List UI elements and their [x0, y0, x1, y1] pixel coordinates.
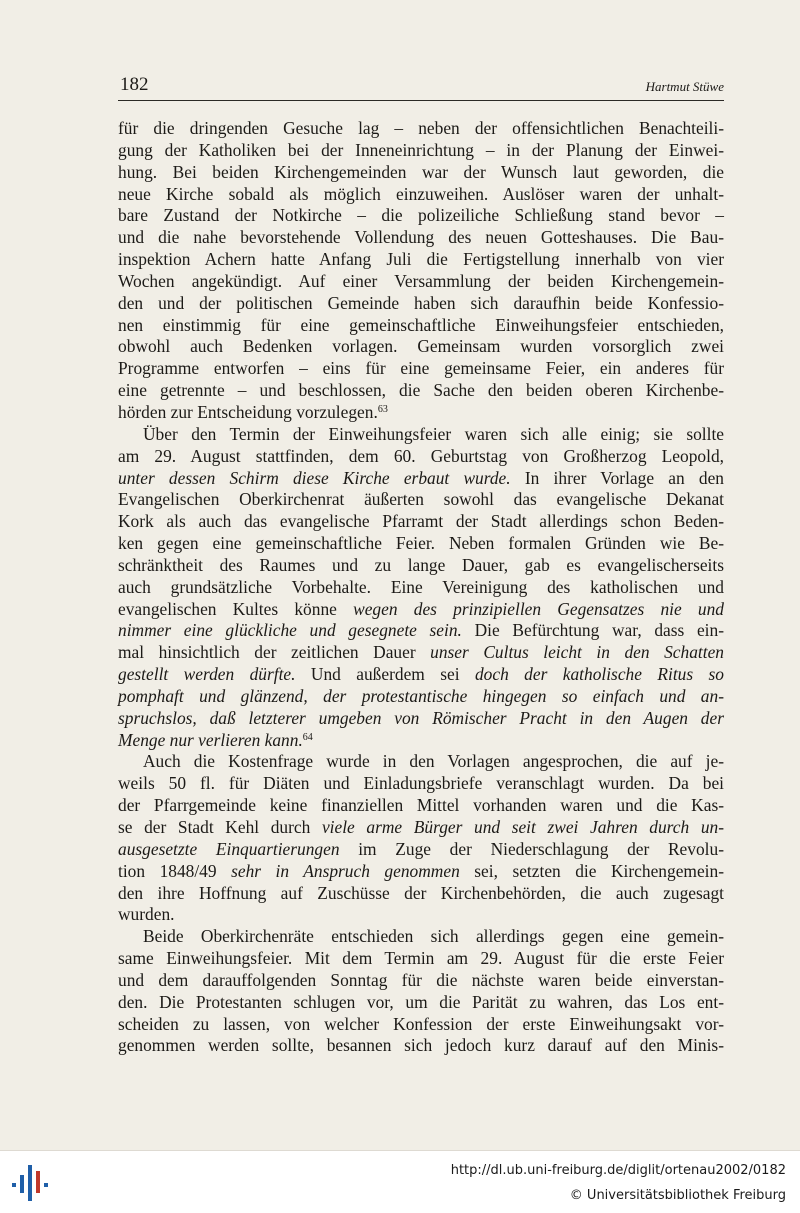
text-line [118, 839, 724, 861]
text-line: der Pfarrgemeinde keine finanziellen Mittel vorhanden waren und die Kas- [118, 795, 724, 816]
page-header [118, 74, 724, 98]
viewer-footer [0, 1150, 800, 1213]
quote-span: unser Cultus leicht in den Schatten [430, 642, 724, 663]
text-span: hörden zur Entscheidung vorzulegen. [118, 401, 378, 422]
text-line: Kork als auch das evangelische Pfarramt der Stadt allerdings schon Beden- [118, 511, 724, 532]
body-text [118, 118, 724, 1057]
text-line: nen einstimmig für eine gemeinschaftliche Einweihungsfeier entschieden, [118, 314, 724, 335]
text-line: gung der Katholiken bei der Inneneinrichtung – in der Planung der Einwei- [118, 139, 724, 160]
text-span: im Zuge der Niederschlagung der Revolu- [339, 838, 724, 859]
copyright-text: © Universitätsbibliothek Freiburg [569, 1188, 786, 1203]
quote-span: viele arme Bürger und seit zwei Jahren durch un- [321, 817, 724, 837]
footnote-ref-63[interactable]: 63 [377, 403, 388, 415]
text-span: se der Stadt Kehl durch [118, 817, 322, 837]
text-line: bare Zustand der Notkirche – die polizeiliche Schließung stand bevor – [118, 205, 724, 226]
text-line [118, 664, 724, 686]
quote-span: sehr in Anspruch genommen [231, 860, 460, 881]
running-head: Hartmut Stüwe [645, 79, 724, 94]
text-line: auch grundsätzliche Vorbehalte. Eine Vereinigung des katholischen und [118, 576, 724, 597]
page-number: 182 [120, 74, 149, 95]
text-line: ken gegen eine gemeinschaftliche Feier. Neben formalen Gründen wie Be- [118, 533, 724, 554]
bleed-through [230, 0, 550, 8]
text-line: für die dringenden Gesuche lag – neben der offensichtlichen Benachteili- [118, 118, 724, 138]
quote-span: ausgesetzte Einquartierungen [118, 838, 340, 859]
text-line: hung. Bei beiden Kirchengemeinden war der Wunsch laut geworden, die [118, 161, 724, 182]
paragraph-2 [118, 424, 724, 752]
quote-span: gestellt werden dürfte. [118, 664, 296, 685]
text-line: den und der politischen Gemeinde haben sich daraufhin beide Konfessio- [118, 292, 724, 313]
library-logo-icon[interactable] [8, 1163, 52, 1203]
text-span: tion 1848/49 [118, 860, 232, 881]
quote-span: doch der katholische Ritus so [474, 664, 724, 685]
text-line: eine getrennte – und beschlossen, die Sache den beiden oberen Kirchenbe- [118, 380, 724, 401]
text-line: same Einweihungsfeier. Mit dem Termin am 29. August für die erste Feier [118, 948, 724, 969]
paragraph-4 [118, 926, 724, 1057]
text-line: neue Kirche sobald als möglich einzuweihen. Auslöser waren der unhalt- [118, 183, 724, 204]
text-line: den ihre Hoffnung auf Zuschüsse der Kirchenbehörden, die auch zugesagt [118, 882, 724, 903]
text-span: Die Befürchtung war, dass ein- [461, 620, 724, 641]
text-line: obwohl auch Bedenken vorlagen. Gemeinsam wurden vorsorglich zwei [118, 336, 724, 357]
paragraph-3 [118, 751, 724, 926]
quote-span: pomphaft und glänzend, der protestantische hingegen so einfach und an- [118, 685, 724, 706]
text-line [118, 642, 724, 664]
footnote-ref-64[interactable]: 64 [302, 731, 313, 743]
text-line: genommen werden sollte, besannen sich jedoch kurz darauf auf den Minis- [118, 1035, 724, 1056]
text-line: Über den Termin der Einweihungsfeier waren sich alle einig; sie sollte [143, 423, 724, 444]
text-line: und die nahe bevorstehende Vollendung des neuen Gotteshauses. Die Bau- [118, 227, 724, 248]
text-line [118, 730, 724, 752]
text-line [118, 402, 724, 424]
text-line: scheiden zu lassen, von welcher Konfession der erste Einweihungsakt vor- [118, 1013, 724, 1034]
quote-span: nimmer eine glückliche und gesegnete sein. [118, 620, 462, 641]
quote-span: wegen des prinzipiellen Gegensatzes nie und [353, 598, 725, 619]
quote-span: Menge nur verlieren kann. [118, 729, 303, 750]
header-rule [118, 100, 724, 101]
text-line: Beide Oberkirchenräte entschieden sich allerdings gegen eine gemein- [143, 926, 724, 947]
quote-span: unter dessen Schirm diese Kirche erbaut wurde. [118, 467, 511, 488]
text-line: den. Die Protestanten schlugen vor, um die Parität zu wahren, das Los ent- [118, 991, 724, 1012]
text-line: Evangelischen Oberkirchenrat äußerten sowohl das evangelische Dekanat [118, 489, 724, 510]
quote-span: spruchslos, daß letzterer umgeben von Römischer Pracht in den Augen der [118, 707, 724, 728]
text-line [118, 599, 724, 621]
text-span: Und außerdem sei [295, 664, 475, 685]
text-span: sei, setzten die Kirchengemein- [459, 860, 724, 881]
text-line: schränktheit des Raumes und zu lange Dauer, gab es evangelischerseits [118, 554, 724, 575]
text-line: Programme entworfen – eins für eine gemeinsame Feier, ein anderes für [118, 358, 724, 379]
text-line [118, 708, 724, 730]
text-line: und dem darauffolgenden Sonntag für die nächste waren beide einverstan- [118, 969, 724, 990]
text-line: inspektion Achern hatte Anfang Juli die Fertigstellung innerhalb von vier [118, 249, 724, 270]
paragraph-1 [118, 118, 724, 424]
text-line [118, 468, 724, 490]
text-line: wurden. [118, 904, 175, 925]
source-url-link[interactable]: http://dl.ub.uni-freiburg.de/diglit/ortenau2002/0182 [450, 1163, 786, 1178]
text-line [118, 620, 724, 642]
text-span: In ihrer Vorlage an den [510, 467, 725, 488]
text-line [118, 817, 724, 839]
text-span: evangelischen Kultes könne [118, 598, 354, 619]
text-span: mal hinsichtlich der zeitlichen Dauer [118, 642, 431, 663]
text-line: Wochen angekündigt. Auf einer Versammlung der beiden Kirchengemein- [118, 270, 724, 291]
text-line: weils 50 fl. für Diäten und Einladungsbriefe veranschlagt wurden. Da bei [118, 773, 724, 794]
text-line [118, 861, 724, 883]
text-line [118, 686, 724, 708]
text-line: Auch die Kostenfrage wurde in den Vorlagen angesprochen, die auf je- [143, 751, 724, 772]
text-line: am 29. August stattfinden, dem 60. Geburtstag von Großherzog Leopold, [118, 445, 724, 466]
